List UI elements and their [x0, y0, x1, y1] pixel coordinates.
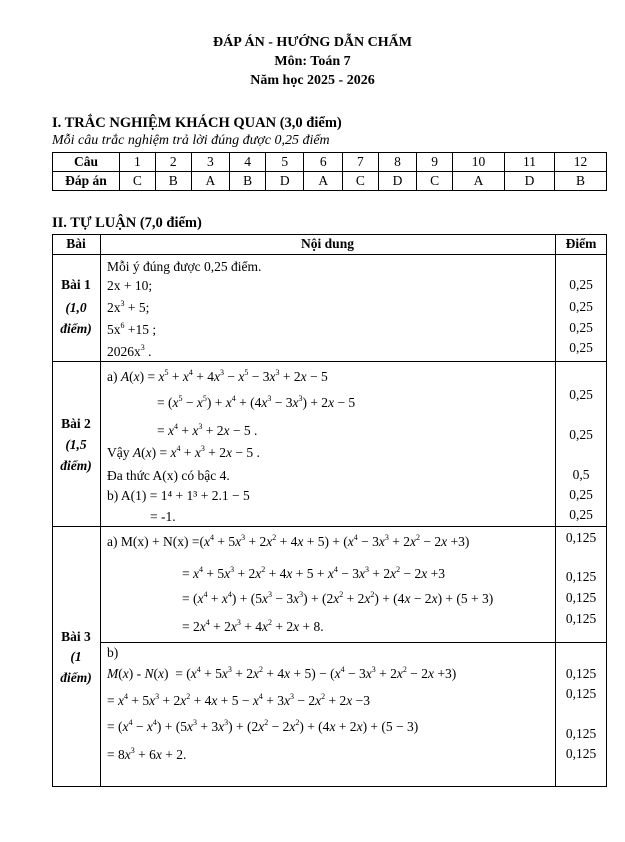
bai1-label: Bài 1 — [61, 277, 91, 292]
column-divider — [100, 234, 101, 787]
bai1-score-3: 0,25 — [569, 320, 593, 335]
answer-cell: B — [555, 172, 607, 191]
bai2-points: (1,5 — [65, 437, 87, 452]
bai2-points-unit: điểm) — [60, 458, 92, 473]
answer-cell: C — [417, 172, 453, 191]
question-number: 3 — [191, 153, 229, 172]
row-divider — [100, 642, 607, 643]
table-border — [52, 234, 53, 787]
table-border — [52, 786, 607, 787]
bai2-label: Bài 2 — [61, 416, 91, 431]
question-number: 9 — [417, 153, 453, 172]
answer-cell: D — [266, 172, 304, 191]
bai3-b-step-1: $M(x) - N(x) = (x^4 + 5x^3 + 2x^2 + 4x + 5) - (x^4 - 3x^3 + 2x^2 - 2x +3)$ — [107, 665, 457, 681]
table-border — [52, 234, 607, 235]
answer-row — [53, 172, 607, 191]
bai3-b-score-2: 0,125 — [565, 686, 597, 701]
bai1-points: (1,0 — [65, 300, 87, 315]
row-divider — [52, 254, 607, 255]
bai2-score-2: 0,25 — [569, 427, 593, 442]
bai2-a-step-2: = $(x^5 - x^5) + x^4 + (4x^3 - 3x^3) + 2x - 5$ — [157, 394, 356, 410]
bai1-score-2: 0,25 — [569, 299, 593, 314]
question-number: 7 — [342, 153, 378, 172]
page-title: ĐÁP ÁN - HƯỚNG DẪN CHẤM — [213, 35, 412, 50]
bai1-instruction: Mỗi ý đúng được 0,25 điểm. — [107, 259, 262, 274]
essay-grading-table — [52, 234, 607, 787]
answer-cell: B — [230, 172, 266, 191]
bai3-b-label: b) — [107, 645, 119, 660]
question-number: 10 — [453, 153, 505, 172]
bai1-points-unit: điểm) — [60, 321, 92, 336]
question-number: 4 — [230, 153, 266, 172]
bai3-b-score-4: 0,125 — [565, 746, 597, 761]
bai3-b-step-4: = $8x^3 + 6x + 2$. — [107, 746, 187, 762]
column-header-score: Điểm — [565, 236, 597, 251]
bai3-a-step-4: = $2x^4 + 2x^3 + 4x^2 + 2x + 8$. — [182, 618, 324, 634]
bai1-score-4: 0,25 — [569, 340, 593, 355]
bai3-a-score-3: 0,125 — [565, 590, 597, 605]
bai2-b-result: = -1. — [150, 509, 176, 524]
row-divider — [52, 361, 607, 362]
bai3-points-unit: điểm) — [60, 670, 92, 685]
school-year: Năm học 2025 - 2026 — [250, 73, 375, 88]
answer-cell: B — [155, 172, 191, 191]
row-divider — [52, 526, 607, 527]
bai3-b-step-2: = $x^4 + 5x^3 + 2x^2 + 4x + 5 - x^4 + 3x^3 - 2x^2 + 2x -3$ — [107, 692, 370, 708]
section1-note: Mỗi câu trắc nghiệm trả lời đúng được 0,25 điểm — [52, 133, 330, 148]
answer-cell: C — [120, 172, 156, 191]
bai2-score-1: 0,25 — [569, 387, 593, 402]
question-number: 2 — [155, 153, 191, 172]
bai3-label: Bài 3 — [61, 629, 91, 644]
bai3-b-score-1: 0,125 — [565, 666, 597, 681]
bai3-a-score-1: 0,125 — [565, 530, 597, 545]
bai2-score-3: 0,5 — [572, 467, 590, 482]
bai2-conclusion: Vậy $A(x) = x^4 + x^3 + 2x - 5$ . — [107, 444, 260, 460]
bai1-answer-2: $2x^3 + 5$; — [107, 299, 150, 315]
question-number: 6 — [304, 153, 342, 172]
section1-title: I. TRẮC NGHIỆM KHÁCH QUAN (3,0 điểm) — [52, 115, 342, 131]
bai2-a-step-1: a) $A(x) = x^5 + x^4 + 4x^3 - x^5 - 3x^3 + 2x - 5$ — [107, 368, 328, 384]
answer-key-table — [52, 152, 607, 191]
answer-cell: D — [378, 172, 416, 191]
bai3-a-step-1: a) $M(x) + N(x) =(x^4 + 5x^3 + 2x^2 + 4x + 5) + (x^4 - 3x^3 + 2x^2 - 2x +3)$ — [107, 533, 470, 549]
bai1-answer-4: $2026x^3$ . — [107, 343, 152, 359]
answer-cell: A — [304, 172, 342, 191]
question-number: 1 — [120, 153, 156, 172]
bai3-b-score-3: 0,125 — [565, 726, 597, 741]
question-number: 5 — [266, 153, 304, 172]
bai3-a-step-3: = $(x^4 + x^4) + (5x^3 - 3x^3) + (2x^2 + 2x^2) + (4x - 2x) + (5 + 3)$ — [182, 590, 494, 606]
bai2-score-5: 0,25 — [569, 507, 593, 522]
question-header: Câu — [53, 153, 120, 172]
bai1-score-1: 0,25 — [569, 277, 593, 292]
bai3-a-step-2: = $x^4 + 5x^3 + 2x^2 + 4x + 5 + x^4 - 3x^3 + 2x^2 - 2x +3$ — [182, 565, 445, 581]
answer-cell: D — [504, 172, 554, 191]
column-header-bai: Bài — [66, 236, 86, 251]
question-number: 8 — [378, 153, 416, 172]
question-number: 11 — [504, 153, 554, 172]
answer-header: Đáp án — [53, 172, 120, 191]
bai3-b-step-3: = $(x^4 - x^4) + (5x^3 + 3x^3) + (2x^2 - 2x^2) + (4x + 2x) + (5 - 3)$ — [107, 718, 419, 734]
column-header-content: Nội dung — [301, 236, 354, 251]
answer-cell: C — [342, 172, 378, 191]
subject-label: Môn: Toán 7 — [274, 54, 351, 69]
bai1-answer-3: $5x^6 +15$ ; — [107, 321, 157, 337]
bai2-b-line: b) A(1) = 1⁴ + 1³ + 2.1 − 5 — [107, 488, 250, 503]
answer-cell: A — [191, 172, 229, 191]
bai3-points: (1 — [70, 649, 82, 664]
question-number: 12 — [555, 153, 607, 172]
bai2-a-step-3: = $x^4 + x^3 + 2x - 5$ . — [157, 422, 258, 438]
bai3-a-score-2: 0,125 — [565, 569, 597, 584]
bai1-answer-1: 2x + 10; — [107, 278, 153, 293]
bai2-score-4: 0,25 — [569, 487, 593, 502]
section2-title: II. TỰ LUẬN (7,0 điểm) — [52, 215, 202, 231]
question-row — [53, 153, 607, 172]
answer-cell: A — [453, 172, 505, 191]
bai3-a-score-4: 0,125 — [565, 611, 597, 626]
bai2-degree: Đa thức A(x) có bậc 4. — [107, 468, 230, 483]
